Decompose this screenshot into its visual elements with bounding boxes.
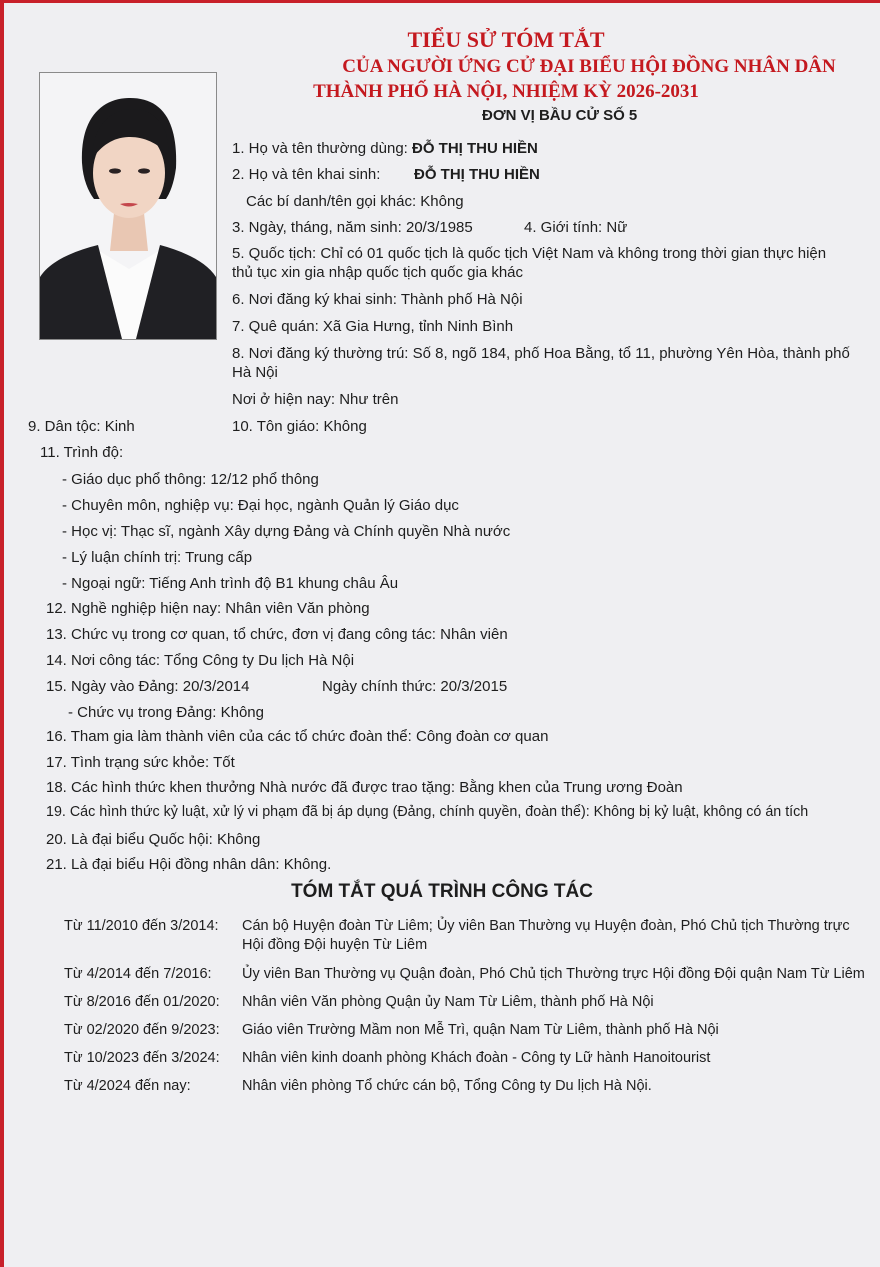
field-occupation: 12. Nghề nghiệp hiện nay: Nhân viên Văn phòng <box>46 600 370 617</box>
portrait-photo <box>39 72 217 340</box>
field-gender: 4. Giới tính: Nữ <box>524 219 628 236</box>
field-birth-registration: 6. Nơi đăng ký khai sinh: Thành phố Hà Nội <box>232 291 523 308</box>
field-national-assembly: 20. Là đại biểu Quốc hội: Không <box>46 831 261 848</box>
field-nationality-line1: 5. Quốc tịch: Chỉ có 01 quốc tịch là quốc tịch Việt Nam và không trong thời gian thực hiện <box>232 245 827 262</box>
field-birth-name-value: ĐỖ THỊ THU HIỀN <box>414 166 540 183</box>
field-hometown: 7. Quê quán: Xã Gia Hưng, tỉnh Ninh Bình <box>232 318 514 335</box>
electoral-unit: ĐƠN VỊ BẦU CỬ SỐ 5 <box>482 107 638 124</box>
field-residence-line1: 8. Nơi đăng ký thường trú: Số 8, ngõ 184, phố Hoa Bằng, tổ 11, phường Yên Hòa, thành phố <box>232 345 850 362</box>
work-description: Nhân viên kinh doanh phòng Khách đoàn - Công ty Lữ hành Hanoitourist <box>242 1050 711 1066</box>
portrait-illustration <box>40 73 216 339</box>
document-subtitle-2: THÀNH PHỐ HÀ NỘI, NHIỆM KỲ 2026-2031 <box>313 81 699 102</box>
education-foreign-language: - Ngoại ngữ: Tiếng Anh trình độ B1 khung châu Âu <box>62 575 399 592</box>
education-general: - Giáo dục phổ thông: 12/12 phổ thông <box>62 471 319 488</box>
work-period: Từ 4/2024 đến nay: <box>64 1078 191 1094</box>
field-awards: 18. Các hình thức khen thưởng Nhà nước đã được trao tặng: Bằng khen của Trung ương Đoàn <box>46 779 683 796</box>
field-party-official-date: Ngày chính thức: 20/3/2015 <box>322 678 508 695</box>
work-period: Từ 8/2016 đến 01/2020: <box>64 994 220 1010</box>
work-description: Giáo viên Trường Mầm non Mễ Trì, quận Nam Từ Liêm, thành phố Hà Nội <box>242 1022 719 1038</box>
field-label: 2. Họ và tên khai sinh: <box>232 166 381 183</box>
field-birth-date: 3. Ngày, tháng, năm sinh: 20/3/1985 <box>232 219 473 236</box>
work-period: Từ 11/2010 đến 3/2014: <box>64 918 219 934</box>
document-page <box>4 3 880 1267</box>
field-value: ĐỖ THỊ THU HIỀN <box>412 140 538 157</box>
document-title: TIỂU SỬ TÓM TẮT <box>407 27 605 52</box>
field-common-name <box>232 139 538 158</box>
field-workplace: 14. Nơi công tác: Tổng Công ty Du lịch Hà Nội <box>46 652 355 669</box>
field-current-residence: Nơi ở hiện nay: Như trên <box>232 391 399 408</box>
work-period: Từ 10/2023 đến 3/2024: <box>64 1050 220 1066</box>
field-health: 17. Tình trạng sức khỏe: Tốt <box>46 754 235 771</box>
field-discipline: 19. Các hình thức kỷ luật, xử lý vi phạm đã bị áp dụng (Đảng, chính quyền, đoàn thể): Không bị kỷ luật, không có án tích <box>46 804 809 820</box>
work-description: Nhân viên phòng Tổ chức cán bộ, Tổng Công ty Du lịch Hà Nội. <box>242 1078 652 1094</box>
document-subtitle-1: CỦA NGƯỜI ỨNG CỬ ĐẠI BIỂU HỘI ĐỒNG NHÂN DÂN <box>342 56 836 77</box>
work-description-cont: Hội đồng Đội huyện Từ Liêm <box>242 937 428 953</box>
field-religion: 10. Tôn giáo: Không <box>232 418 367 435</box>
field-party-join-date: 15. Ngày vào Đảng: 20/3/2014 <box>46 678 250 695</box>
field-ethnicity: 9. Dân tộc: Kinh <box>28 418 135 435</box>
work-history-heading: TÓM TẮT QUÁ TRÌNH CÔNG TÁC <box>291 881 593 902</box>
field-education: 11. Trình độ: <box>40 444 124 461</box>
field-label: 1. Họ và tên thường dùng: <box>232 140 408 157</box>
work-description: Cán bộ Huyện đoàn Từ Liêm; Ủy viên Ban Thường vụ Huyện đoàn, Phó Chủ tịch Thường trực <box>242 918 850 934</box>
field-alias: Các bí danh/tên gọi khác: Không <box>246 193 464 210</box>
education-professional: - Chuyên môn, nghiệp vụ: Đại học, ngành Quản lý Giáo dục <box>62 497 459 514</box>
field-party-position: - Chức vụ trong Đảng: Không <box>68 704 264 721</box>
work-description: Nhân viên Văn phòng Quận ủy Nam Từ Liêm, thành phố Hà Nội <box>242 994 654 1010</box>
work-period: Từ 02/2020 đến 9/2023: <box>64 1022 220 1038</box>
field-nationality-line2: thủ tục xin gia nhập quốc tịch quốc gia khác <box>232 264 524 281</box>
work-description: Ủy viên Ban Thường vụ Quận đoàn, Phó Chủ tịch Thường trực Hội đồng Đội quận Nam Từ Liêm <box>242 966 865 982</box>
field-birth-name <box>232 165 380 184</box>
education-political-theory: - Lý luận chính trị: Trung cấp <box>62 549 253 566</box>
work-period: Từ 4/2014 đến 7/2016: <box>64 966 212 982</box>
field-peoples-council: 21. Là đại biểu Hội đồng nhân dân: Không. <box>46 856 332 873</box>
education-degree: - Học vị: Thạc sĩ, ngành Xây dựng Đảng và Chính quyền Nhà nước <box>62 523 511 540</box>
field-organizations: 16. Tham gia làm thành viên của các tổ chức đoàn thể: Công đoàn cơ quan <box>46 728 549 745</box>
field-position: 13. Chức vụ trong cơ quan, tổ chức, đơn vị đang công tác: Nhân viên <box>46 626 508 643</box>
field-residence-line2: Hà Nội <box>232 364 278 381</box>
